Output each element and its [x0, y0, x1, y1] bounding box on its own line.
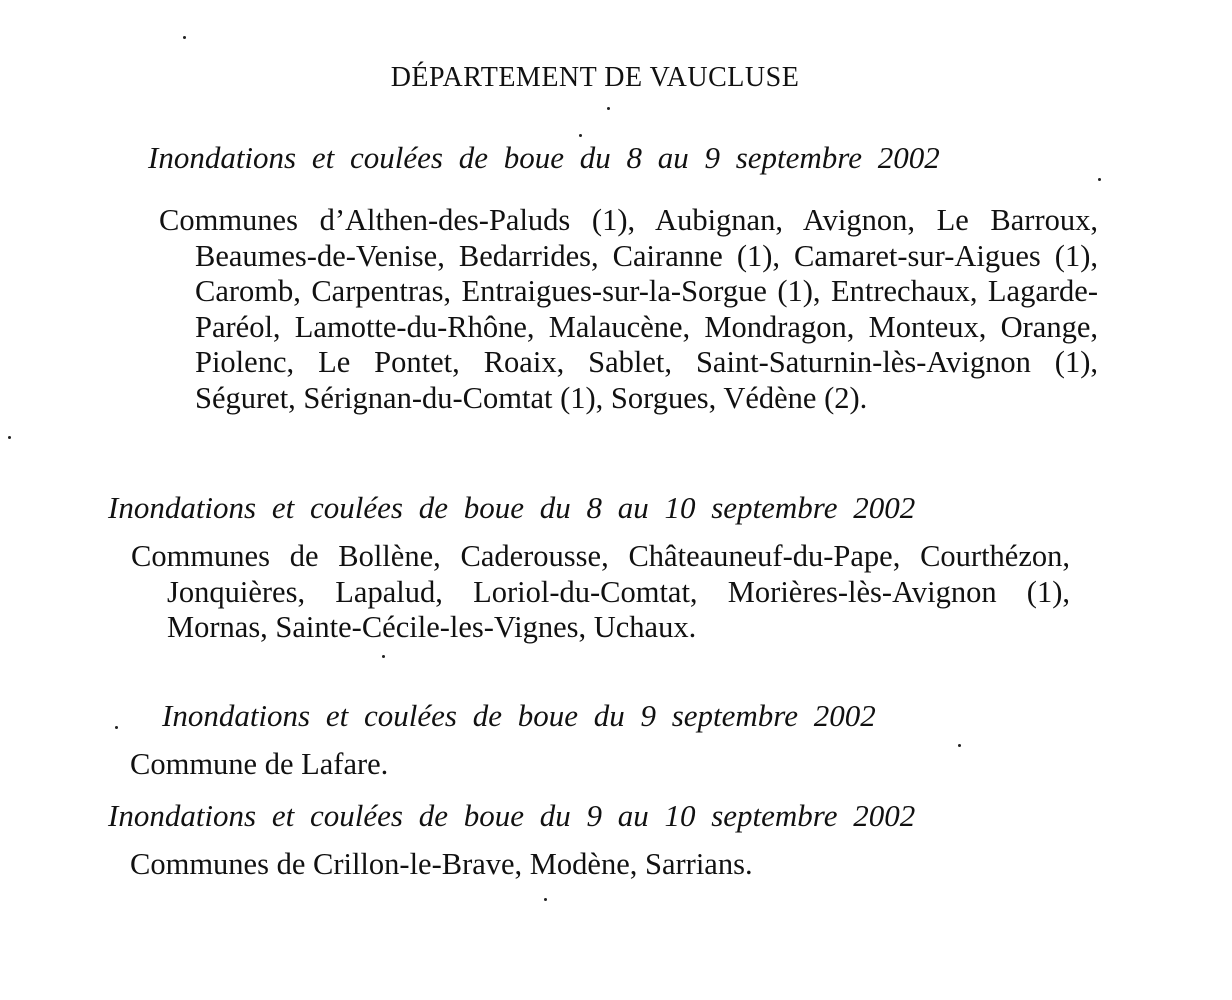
scan-speck — [382, 655, 385, 658]
department-title: DÉPARTEMENT DE VAUCLUSE — [390, 62, 800, 93]
scan-speck — [579, 134, 582, 137]
section-heading-4: Inondations et coulées de boue du 9 au 10 septembre 2002 — [108, 798, 916, 833]
section-communes-1: Communes d’Althen-des-Paluds (1), Aubignan, Avignon, Le Barroux, Beaumes-de-Venise, Bedarrides, Cairanne (1), Camaret-sur-Aigues (1), Caromb, Carpentras, Entraigues-sur-la-Sorgue (1), Entrechaux, Lagarde-Paréol, Lamotte-du-Rhône, Malaucène, Mondragon, Monteux, Orange, Piolenc, Le Pontet, Roaix, Sablet, Saint-Saturnin-lès-Avignon (1), Séguret, Sérignan-du-Comtat (1), Sorgues, Védène (2). — [159, 203, 1098, 415]
section-heading-3: Inondations et coulées de boue du 9 septembre 2002 — [162, 698, 876, 733]
section-communes-3: Commune de Lafare. — [130, 747, 389, 781]
section-heading-2: Inondations et coulées de boue du 8 au 10 septembre 2002 — [108, 490, 916, 525]
scan-speck — [958, 744, 961, 747]
scan-speck — [544, 898, 547, 901]
scan-speck — [115, 726, 118, 729]
scan-speck — [183, 36, 186, 39]
section-communes-4: Communes de Crillon-le-Brave, Modène, Sarrians. — [130, 847, 753, 881]
scan-speck — [8, 436, 11, 439]
scan-speck — [607, 107, 610, 110]
section-heading-1: Inondations et coulées de boue du 8 au 9 septembre 2002 — [148, 140, 940, 175]
section-communes-2: Communes de Bollène, Caderousse, Châteauneuf-du-Pape, Courthézon, Jonquières, Lapalud, Loriol-du-Comtat, Morières-lès-Avignon (1), Mornas, Sainte-Cécile-les-Vignes, Uchaux. — [131, 539, 1070, 644]
scan-speck — [1098, 178, 1101, 181]
